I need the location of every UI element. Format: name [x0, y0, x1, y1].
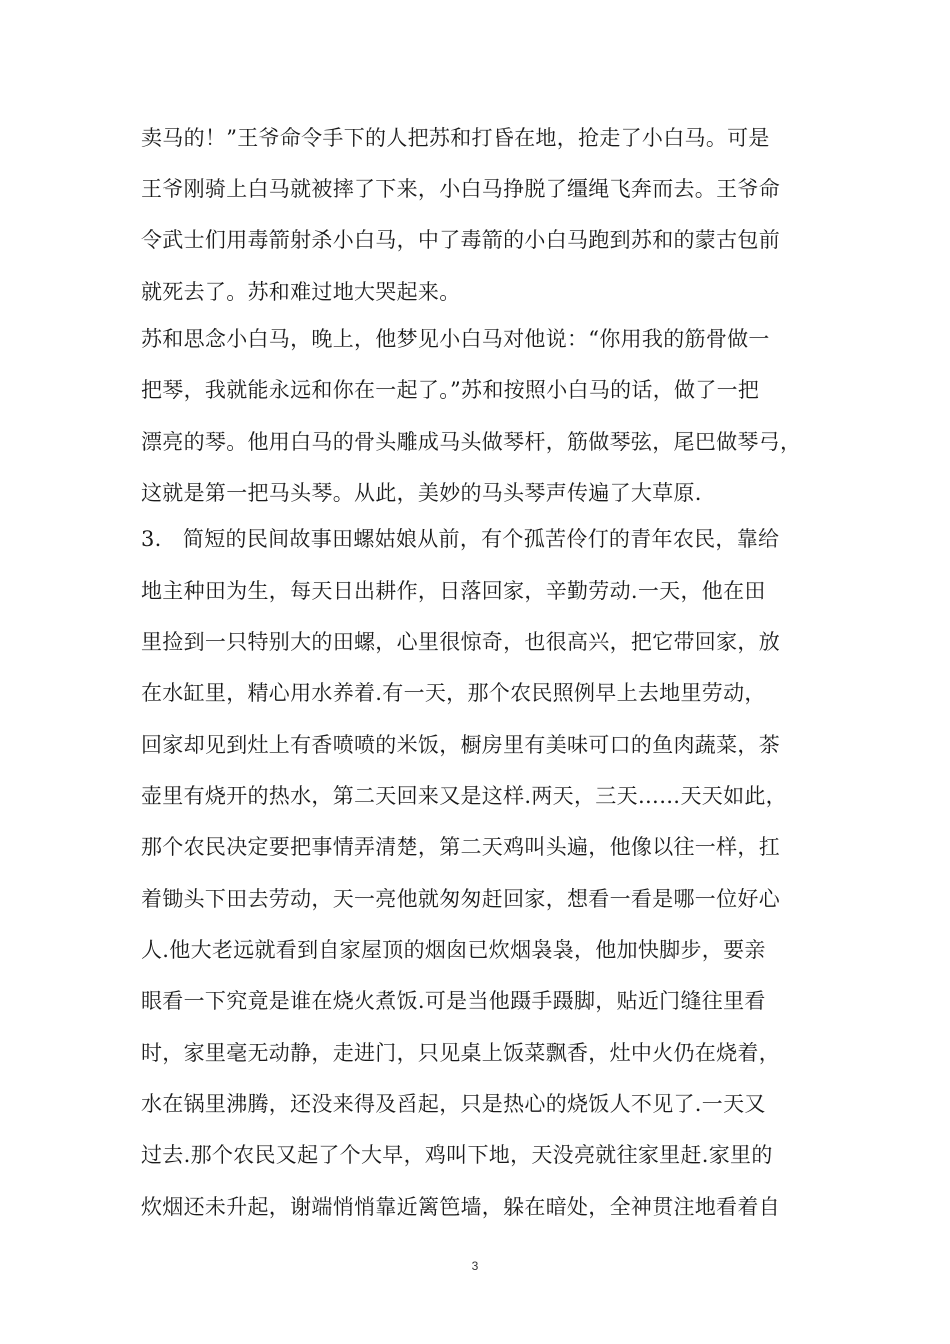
text-line: 在水缸里，精心用水养着.有一天，那个农民照例早上去地里劳动， [141, 681, 766, 705]
text-line: 地主种田为生，每天日出耕作，日落回家，辛勤劳动.一天，他在田 [141, 579, 766, 603]
text-line: 眼看一下究竟是谁在烧火煮饭.可是当他蹑手蹑脚，贴近门缝往里看 [141, 989, 766, 1013]
text-line: 水在锅里沸腾，还没来得及舀起，只是热心的烧饭人不见了.一天又 [141, 1092, 766, 1116]
text-line: 苏和思念小白马，晚上，他梦见小白马对他说：“你用我的筋骨做一 [141, 327, 770, 351]
text-line: 里捡到一只特别大的田螺，心里很惊奇，也很高兴，把它带回家，放 [141, 630, 780, 654]
page-number: 3 [471, 1259, 479, 1273]
text-line: 那个农民决定要把事情弄清楚，第二天鸡叫头遍，他像以往一样，扛 [141, 835, 780, 859]
text-line: 把琴，我就能永远和你在一起了。”苏和按照小白马的话，做了一把 [141, 378, 760, 402]
text-line: 时，家里毫无动静，走进门，只见桌上饭菜飘香，灶中火仍在烧着， [141, 1041, 780, 1065]
text-line: 壶里有烧开的热水，第二天回来又是这样.两天，三天……天天如此， [141, 784, 787, 808]
text-line: 3. 简短的民间故事田螺姑娘从前，有个孤苦伶仃的青年农民，靠给 [141, 527, 780, 551]
text-line: 着锄头下田去劳动，天一亮他就匆匆赶回家，想看一看是哪一位好心 [141, 887, 780, 911]
text-line: 过去.那个农民又起了个大早，鸡叫下地，天没亮就往家里赶.家里的 [141, 1143, 773, 1167]
text-line: 漂亮的琴。他用白马的骨头雕成马头做琴杆，筋做琴弦，尾巴做琴弓， [141, 430, 802, 454]
text-line: 人.他大老远就看到自家屋顶的烟囱已炊烟袅袅，他加快脚步，要亲 [141, 938, 766, 962]
text-line: 这就是第一把马头琴。从此，美妙的马头琴声传遍了大草原. [141, 481, 702, 505]
text-line: 令武士们用毒箭射杀小白马，中了毒箭的小白马跑到苏和的蒙古包前 [141, 228, 780, 252]
text-line: 回家却见到灶上有香喷喷的米饭，橱房里有美味可口的鱼肉蔬菜，茶 [141, 733, 780, 757]
text-line: 就死去了。苏和难过地大哭起来。 [141, 280, 461, 304]
text-line: 王爷刚骑上白马就被摔了下来，小白马挣脱了缰绳飞奔而去。王爷命 [141, 177, 780, 201]
text-line: 卖马的！”王爷命令手下的人把苏和打昏在地，抢走了小白马。可是 [141, 126, 770, 150]
text-line: 炊烟还未升起，谢端悄悄靠近篱笆墙，躲在暗处，全神贯注地看着自 [141, 1195, 780, 1219]
